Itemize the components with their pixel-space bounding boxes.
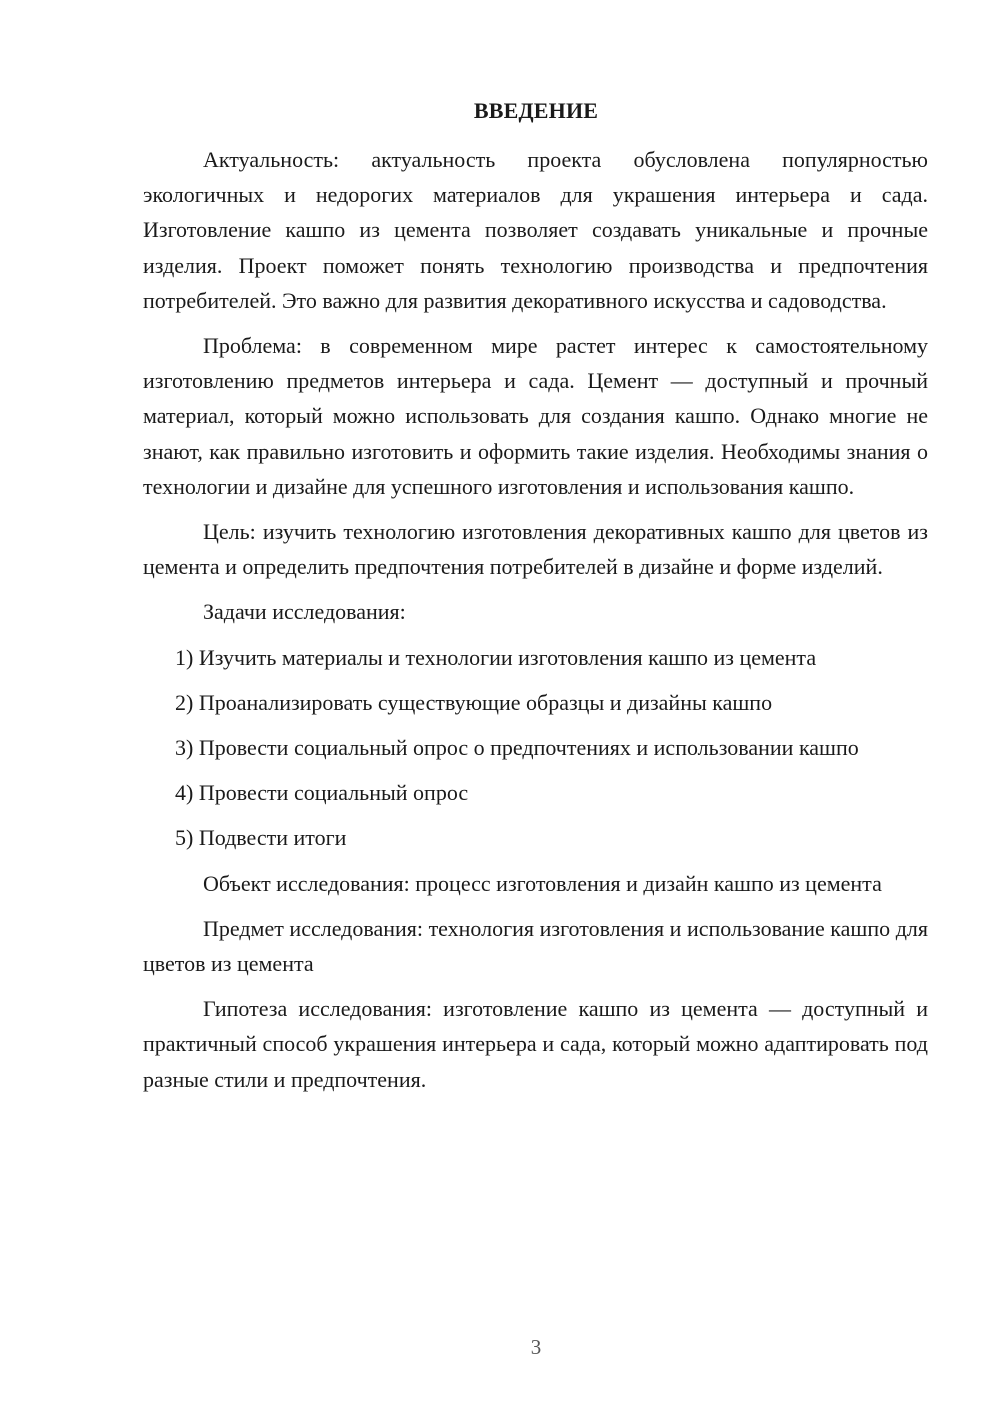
task-item-3: 3) Провести социальный опрос о предпочтениях и использовании кашпо xyxy=(175,735,859,761)
task-item-1: 1) Изучить материалы и технологии изготовления кашпо из цемента xyxy=(175,644,817,670)
document-body xyxy=(143,142,928,1107)
paragraph-relevance: Актуальность: актуальность проекта обусловлена популярностью экологичных и недорогих материалов для украшения интерьера и сада. Изготовление кашпо из цемента позволяет создавать уникальные и прочные изделия. Проект поможет понять технологию производства и предпочтения потребителей. Это важно для развития декоративного искусства и садоводства. xyxy=(143,147,928,313)
paragraph-subject: Предмет исследования: технология изготовления и использование кашпо для цветов из цемента xyxy=(143,915,928,977)
tasks-heading: Задачи исследования: xyxy=(203,599,406,625)
paragraph-problem: Проблема: в современном мире растет интерес к самостоятельному изготовлению предметов интерьера и сада. Цемент — доступный и прочный материал, который можно использовать для создания кашпо. Однако многие не знают, как правильно изготовить и оформить такие изделия. Необходимы знания о технологии и дизайне для успешного изготовления и использования кашпо. xyxy=(143,333,928,499)
paragraph-goal: Цель: изучить технологию изготовления декоративных кашпо для цветов из цемента и определить предпочтения потребителей в дизайне и форме изделий. xyxy=(143,519,928,580)
task-item-5: 5) Подвести итоги xyxy=(175,825,347,851)
task-item-2: 2) Проанализировать существующие образцы и дизайны кашпо xyxy=(175,689,773,715)
task-item-4: 4) Провести социальный опрос xyxy=(175,780,469,806)
page-title: ВВЕДЕНИЕ xyxy=(473,98,599,123)
paragraph-hypothesis: Гипотеза исследования: изготовление кашпо из цемента — доступный и практичный способ украшения интерьера и сада, который можно адаптировать под разные стили и предпочтения. xyxy=(143,996,928,1092)
page-number: 3 xyxy=(530,1335,542,1359)
paragraph-object: Объект исследования: процесс изготовления и дизайн кашпо из цемента xyxy=(203,870,882,896)
